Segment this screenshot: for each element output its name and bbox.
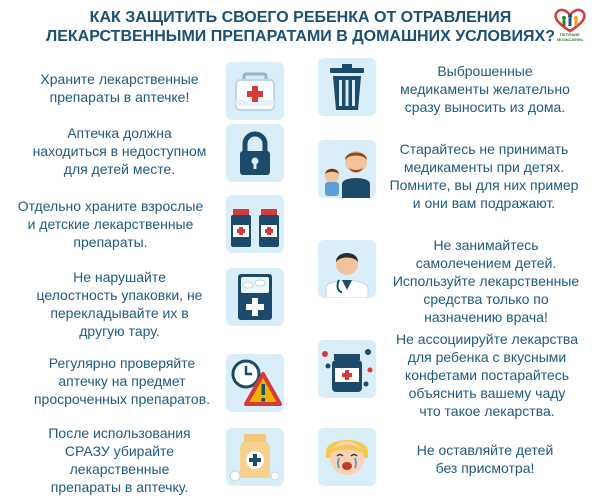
title-line-1: КАК ЗАЩИТИТЬ СВОЕГО РЕБЕНКА ОТ ОТРАВЛЕНИЯ <box>89 9 512 26</box>
title-line-2: ЛЕКАРСТВЕННЫМИ ПРЕПАРАТАМИ В ДОМАШНИХ УСЛОВИЯХ? <box>46 28 555 45</box>
clock-warning-icon <box>226 354 284 412</box>
tip-put-away-immediately: После использования СРАЗУ убирайте лекарственные препараты в аптечку. <box>48 425 191 495</box>
trash-can-icon <box>318 58 376 116</box>
logo-heart-icon <box>547 6 593 34</box>
doctor-icon <box>318 240 376 298</box>
candy-pills-icon <box>318 340 376 398</box>
tip-no-medicine-in-front-of-kids: Старайтесь не принимать медикаменты при детях. Помните, вы для них пример и они вам подражают. <box>389 141 579 211</box>
logo-caption: ПЕПЛАНЕ МОЗЬСАЕФЬ <box>556 32 584 42</box>
crying-child-icon <box>318 428 376 486</box>
page-title <box>0 8 601 46</box>
tip-separate-storage: Отдельно храните взрослые и детские лекарственные препараты. <box>17 198 204 250</box>
tip-no-self-treatment: Не занимайтесь самолечением детей. Используйте лекарственные средства только по назначению врача! <box>392 237 580 325</box>
tip-kit-out-of-reach: Аптечка должна находиться в недоступном для детей месте. <box>32 125 207 177</box>
pill-jar-icon <box>226 428 284 486</box>
pill-package-icon <box>226 268 284 326</box>
medicine-bottles-icon <box>226 195 284 253</box>
first-aid-kit-icon <box>226 62 284 120</box>
padlock-icon <box>226 124 284 182</box>
tip-store-in-kit: Храните лекарственные препараты в аптечке! <box>40 71 199 105</box>
tip-keep-packaging: Не нарушайте целостность упаковки, не перекладывайте их в другую тару. <box>36 269 203 339</box>
tip-dont-leave-unattended: Не оставляйте детей без присмотра! <box>416 442 554 476</box>
tip-check-expiry: Регулярно проверяйте аптечку на предмет просроченных препаратов. <box>33 355 211 407</box>
parent-child-icon <box>318 140 376 198</box>
tip-dispose-immediately: Выброшенные медикаменты желательно сразу выносить из дома. <box>400 63 570 115</box>
logo <box>547 6 593 42</box>
tip-dont-associate-with-candy: Не ассоциируйте лекарства для ребенка с вкусными конфетами постарайтесь объяснить вашему чаду что такое лекарства. <box>396 331 578 419</box>
